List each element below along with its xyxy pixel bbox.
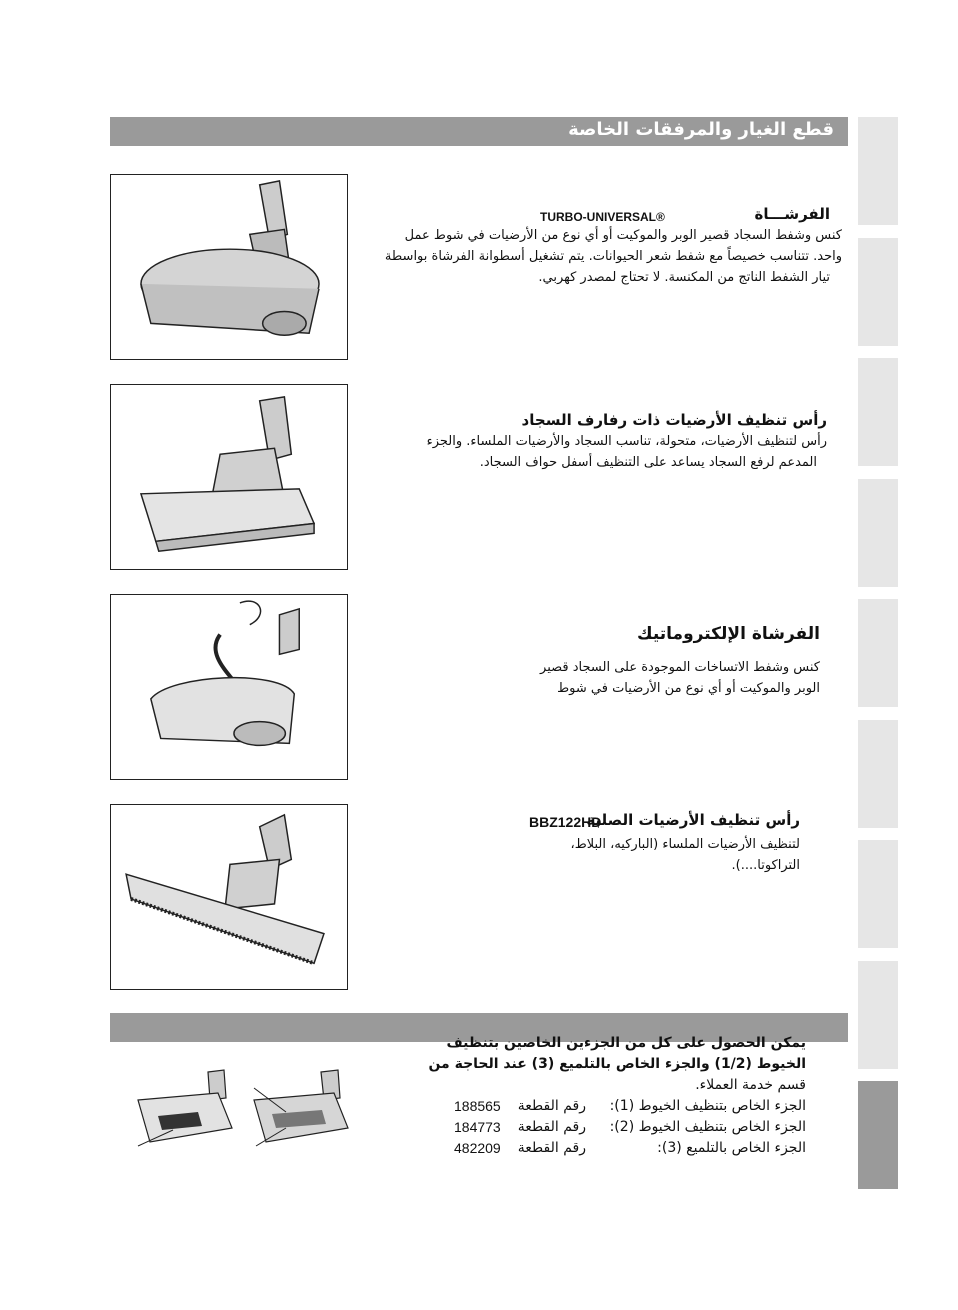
part-number-label: رقم القطعة: [517, 1140, 586, 1156]
floor-nozzle-title: رأس تنظيف الأرضيات ذات رفارف السجاد: [521, 411, 827, 429]
section-header-bar: [110, 117, 848, 146]
side-tab-2[interactable]: [858, 238, 898, 346]
hard-floor-model: BBZ122HD: [529, 814, 602, 830]
electro-brush-illustration: [110, 594, 348, 780]
part-label: الجزء الخاص بتنظيف الخيوط (2):: [609, 1119, 806, 1135]
electro-line-1: كنس وشفط الاتساخات الموجودة على السجاد قصير: [540, 660, 820, 675]
turbo-brush-illustration: [110, 174, 348, 360]
floor-nozzle-line-2: المدعم لرفع السجاد يساعد على التنظيف أسفل حواف السجاد.: [479, 455, 817, 470]
turbo-line-1: كنس وشفط السجاد قصير الوبر والموكيت أو أي نوع من الأرضيات في شوط عمل: [404, 228, 842, 243]
part-row: [440, 1117, 806, 1138]
part-label: الجزء الخاص بالتلميع (3):: [657, 1140, 806, 1156]
part-label: الجزء الخاص بتنظيف الخيوط (1):: [609, 1098, 806, 1114]
turbo-line-3: تيار الشفط الناتج من المكنسة. لا تحتاج لمصدر كهربي.: [538, 270, 830, 285]
side-tab-4[interactable]: [858, 479, 898, 587]
hard-floor-line-1: لتنظيف الأرضيات الملساء (الباركيه، البلاط،: [570, 837, 800, 852]
hard-floor-nozzle-illustration: [110, 804, 348, 990]
side-tab-3[interactable]: [858, 358, 898, 466]
hard-floor-line-2: التراكوتا....).: [731, 858, 800, 873]
hard-floor-section: [525, 810, 800, 876]
filter-insert-illustration-right: [246, 1068, 358, 1150]
part-number: 188565: [454, 1098, 501, 1114]
part-number-label: رقم القطعة: [517, 1098, 586, 1114]
electro-brush-title: الفرشاة الإلكتروماتيك: [637, 624, 820, 644]
filters-intro-line-1: يمكن الحصول على كل من الجزءين الخاصين بتنظيف: [446, 1035, 806, 1051]
electro-line-2: الوبر والموكيت أو أي نوع من الأرضيات في شوط: [557, 681, 820, 696]
page-title: قطع الغيار والمرفقات الخاصة: [568, 119, 834, 140]
floor-nozzle-illustration: [110, 384, 348, 570]
side-tab-8[interactable]: [858, 961, 898, 1069]
filters-parts-section: [428, 1033, 806, 1159]
filters-intro-line-3: قسم خدمة العملاء.: [695, 1077, 806, 1093]
part-number: 482209: [454, 1140, 501, 1156]
floor-nozzle-line-1: رأس لتنظيف الأرضيات، متحولة، تناسب السجاد والأرضيات الملساء. والجزء: [426, 434, 827, 449]
part-row: [440, 1096, 806, 1117]
filters-intro-line-2: الخيوط (1/2) والجزء الخاص بالتلميع (3) عند الحاجة من: [428, 1056, 806, 1072]
turbo-brand: TURBO-UNIVERSAL®: [540, 210, 665, 224]
filter-insert-illustration-left: [128, 1068, 240, 1150]
turbo-brush-section: [370, 204, 842, 288]
turbo-line-2: واحد. تتناسب خصيصاً مع شفط شعر الحيوانات. يتم تشغيل أسطوانة الفرشاة بواسطة: [384, 249, 842, 264]
floor-nozzle-section: [400, 410, 827, 473]
hard-floor-title: رأس تنظيف الأرضيات الصلبة: [586, 811, 800, 829]
side-tab-5[interactable]: [858, 599, 898, 707]
side-tab-1[interactable]: [858, 117, 898, 225]
part-number: 184773: [454, 1119, 501, 1135]
side-tab-9-active[interactable]: [858, 1081, 898, 1189]
electro-brush-section: [530, 624, 820, 699]
side-tab-7[interactable]: [858, 840, 898, 948]
side-tab-6[interactable]: [858, 720, 898, 828]
part-number-label: رقم القطعة: [517, 1119, 586, 1135]
turbo-brush-title: الفرشـــاة: [754, 205, 830, 223]
part-row: [440, 1138, 806, 1159]
